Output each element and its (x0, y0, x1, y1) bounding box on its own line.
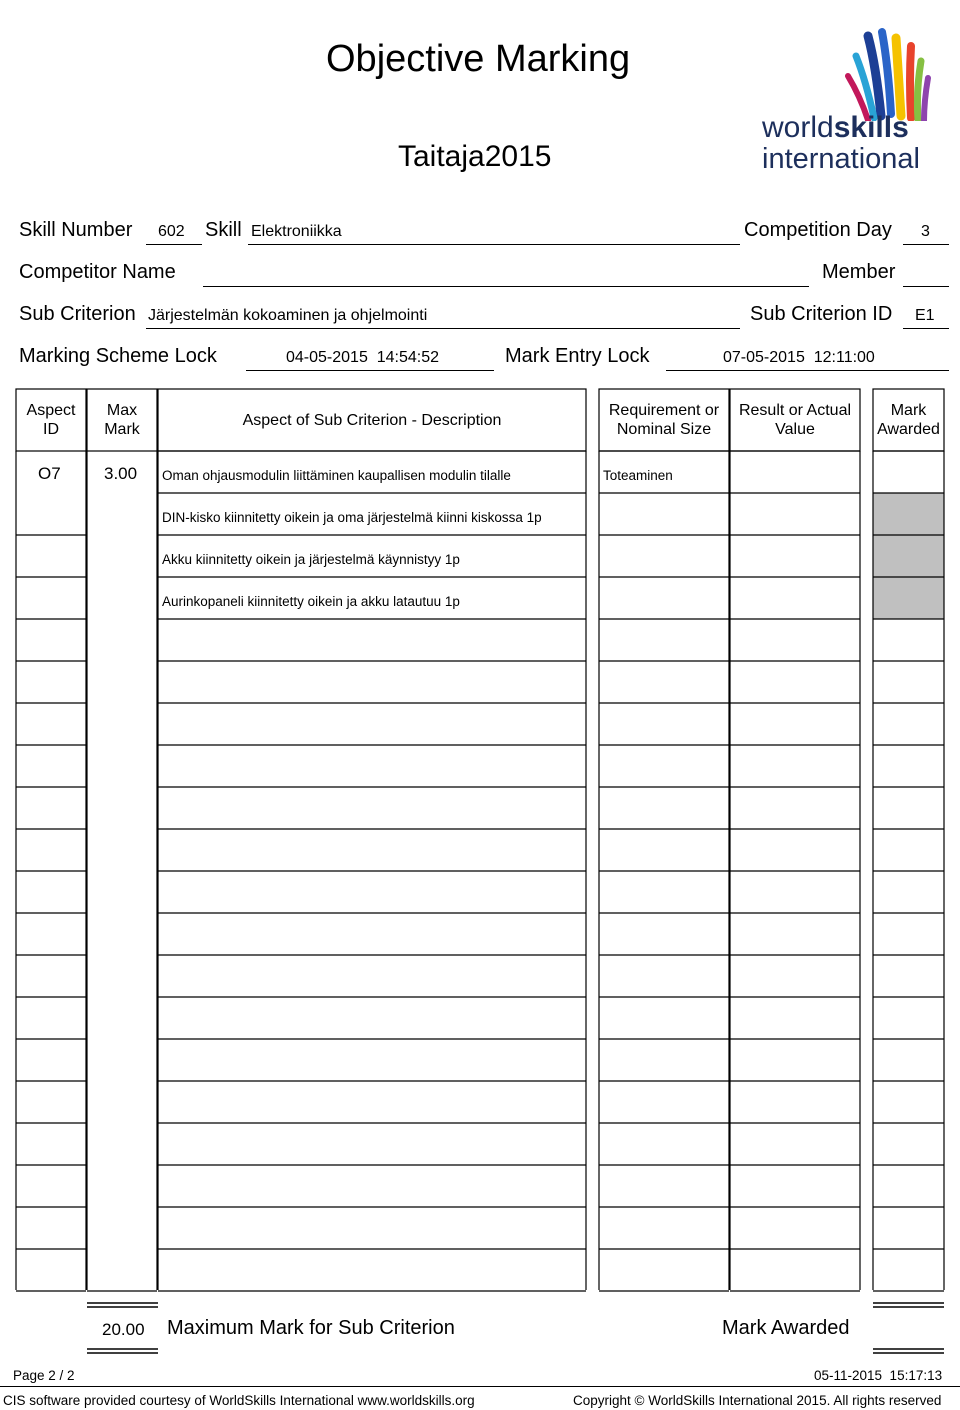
row-description: Oman ohjausmodulin liittäminen kaupallisen modulin tilalle (162, 468, 511, 483)
member-label: Member (822, 261, 896, 283)
mark-entry-lock-value: 07-05-2015 12:11:00 (723, 349, 875, 366)
page-title: Objective Marking (326, 38, 631, 80)
skill-number-value: 602 (158, 223, 185, 240)
sub-criterion-label: Sub Criterion (19, 303, 136, 325)
competition-day-label: Competition Day (744, 219, 892, 241)
mark-awarded-label: Mark Awarded (722, 1317, 850, 1339)
sub-criterion-id-value: E1 (915, 307, 935, 324)
sub-criterion-value: Järjestelmän kokoaminen ja ohjelmointi (148, 307, 428, 324)
page-number: Page 2 / 2 (13, 1368, 75, 1383)
mark-entry-lock-label: Mark Entry Lock (505, 345, 650, 367)
courtesy-text: CIS software provided courtesy of WorldSkills International www.worldskills.org (3, 1393, 475, 1408)
marking-scheme-lock-value: 04-05-2015 14:54:52 (286, 349, 440, 366)
footer-divider (0, 1386, 960, 1387)
logo-wordmark-international: international (762, 143, 920, 175)
sub-criterion-id-label: Sub Criterion ID (750, 303, 893, 325)
shaded-awarded-cell (873, 535, 944, 577)
header-max-mark: Max Mark (104, 402, 140, 438)
row-aspect-id: O7 (38, 464, 61, 483)
printed-timestamp: 05-11-2015 15:17:13 (814, 1368, 943, 1383)
row-description: Akku kiinnitetty oikein ja järjestelmä käynnistyy 1p (162, 552, 460, 567)
competition-day-value: 3 (921, 223, 930, 240)
header-result: Result or Actual Value (738, 402, 852, 438)
copyright-text: Copyright © WorldSkills International 2015. All rights reserved (573, 1393, 942, 1408)
row-description: DIN-kisko kiinnitetty oikein ja oma järjestelmä kiinni kiskossa 1p (162, 510, 542, 525)
skill-number-label: Skill Number (19, 219, 133, 241)
row-max-mark: 3.00 (104, 464, 138, 483)
row-description: Aurinkopaneli kiinnitetty oikein ja akku latautuu 1p (162, 594, 460, 609)
row-requirement: Toteaminen (603, 468, 673, 483)
shaded-awarded-cell (873, 577, 944, 619)
header-requirement: Requirement or Nominal Size (608, 402, 720, 438)
shaded-awarded-cell (873, 493, 944, 535)
header-description: Aspect of Sub Criterion - Description (242, 411, 502, 429)
page-subtitle: Taitaja2015 (398, 140, 552, 173)
max-total-value: 20.00 (102, 1320, 145, 1339)
marking-scheme-lock-label: Marking Scheme Lock (19, 345, 217, 367)
header-mark-awarded: Mark Awarded (877, 402, 940, 438)
skill-value: Elektroniikka (251, 223, 342, 240)
skill-label: Skill (205, 219, 242, 241)
logo-wordmark: worldskills (762, 111, 909, 144)
header-aspect-id: Aspect ID (26, 402, 76, 438)
competitor-name-label: Competitor Name (19, 261, 176, 283)
max-total-label: Maximum Mark for Sub Criterion (167, 1317, 455, 1339)
